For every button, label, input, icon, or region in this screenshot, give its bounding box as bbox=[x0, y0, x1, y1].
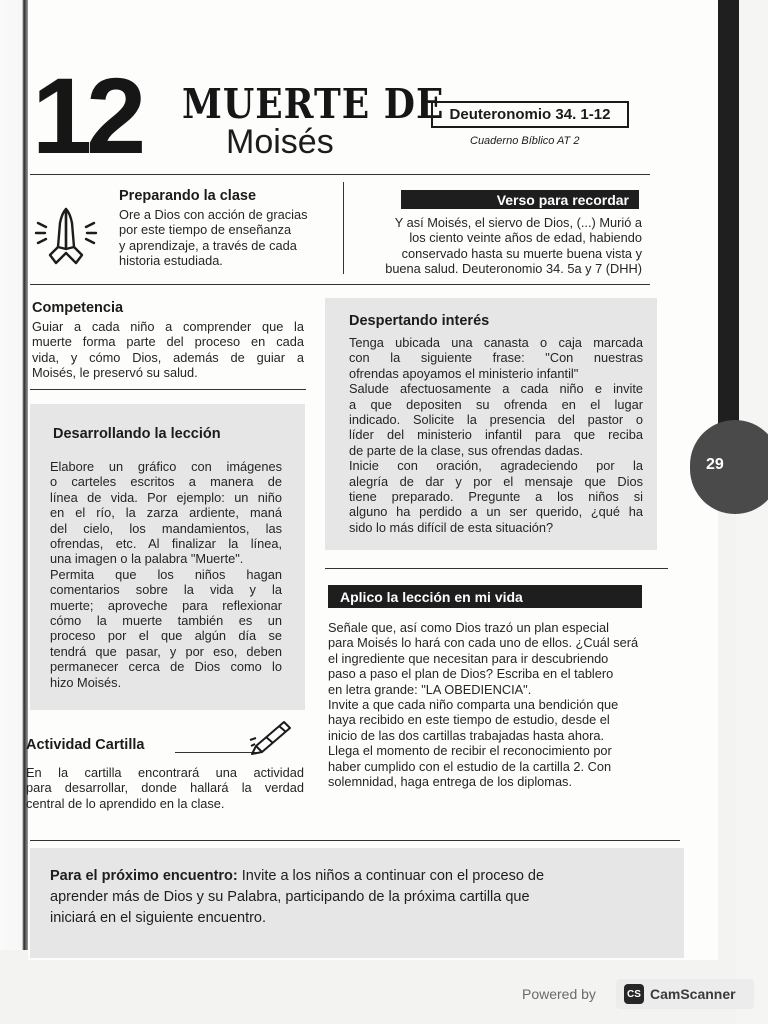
text-line: En la cartilla encontrará una actividad bbox=[26, 765, 304, 780]
desarrollando-heading: Desarrollando la lección bbox=[53, 426, 221, 442]
actividad-underline bbox=[175, 752, 257, 753]
text-line: alguno ha perdido a un ser querido, ¿qué ha bbox=[349, 504, 643, 520]
text-line: Permita que los niños hagan bbox=[50, 566, 282, 582]
aplico-text bbox=[328, 620, 678, 789]
verso-heading: Verso para recordar bbox=[496, 191, 629, 208]
despertando-heading: Despertando interés bbox=[349, 313, 490, 329]
text-line: muerte; aproveche para reflexionar bbox=[50, 597, 282, 613]
proximo-line1: Invite a los niños a continuar con el proceso de bbox=[237, 868, 545, 884]
text-line: cómo la muerte también es un bbox=[50, 613, 282, 629]
text-line: a que depositen su ofrenda en el lugar bbox=[349, 396, 643, 412]
text-line: hizo Moisés. bbox=[50, 674, 122, 690]
desarrollando-text bbox=[50, 459, 282, 690]
aplico-topline bbox=[325, 568, 668, 569]
competencia-heading: Competencia bbox=[32, 300, 124, 316]
text-line: permanecer cerca de Dios como lo bbox=[50, 659, 282, 675]
text-line: líder del ministerio infantil para que reciba bbox=[349, 427, 643, 443]
text-line: ofrendas, etc. Al finalizar la línea, bbox=[50, 536, 282, 552]
text-line: o carteles escritos a manera de bbox=[50, 474, 282, 490]
powered-by-text: Powered by bbox=[522, 986, 596, 1002]
text-line: Señale que, así como Dios trazó un plan especial bbox=[328, 620, 609, 635]
text-line: tiene preparado. Pregunte a los niños si bbox=[349, 489, 643, 505]
text-line: Ore a Dios con acción de gracias bbox=[119, 207, 308, 222]
reference-subtitle: Cuaderno Bíblico AT 2 bbox=[470, 135, 580, 147]
lesson-number: 12 bbox=[32, 55, 141, 176]
text-line: proceso por el que algún día se bbox=[50, 628, 282, 644]
text-line bbox=[50, 866, 670, 887]
text-line: vida, y cómo Dios, además de guiar a bbox=[32, 349, 304, 365]
text-line: sido lo más difícil de esta situación? bbox=[349, 519, 554, 535]
column-divider bbox=[343, 182, 344, 274]
proximo-label: Para el próximo encuentro: bbox=[50, 868, 238, 884]
lesson-title-line2: Moisés bbox=[226, 123, 334, 161]
text-line: haber cumplido con el estudio de la cartilla 2. Con bbox=[328, 758, 612, 774]
text-line: para Moisés lo hará con cada uno de ellos. ¿Cuál será bbox=[328, 635, 639, 651]
pencil-icon bbox=[248, 716, 294, 756]
text-line: alegría de dar y por el mensaje que Dios bbox=[349, 473, 643, 489]
text-line: con la siguiente frase: "Con nuestras bbox=[349, 350, 643, 366]
text-line: de parte de la clase, sus ofrendas dadas. bbox=[349, 442, 584, 458]
camscanner-logo-icon: CS bbox=[624, 984, 644, 1004]
text-line: Invite a que cada niño comparta una bendición que bbox=[328, 697, 619, 713]
bible-reference: Deuteronomio 34. 1-12 bbox=[449, 106, 611, 123]
text-line: solemnidad, haga entrega de los diplomas. bbox=[328, 774, 573, 790]
text-line: haya recibido en este tiempo de estudio, desde el bbox=[328, 712, 610, 728]
text-line: Tenga ubicada una canasta o caja marcada bbox=[349, 335, 643, 350]
competencia-underline bbox=[30, 389, 306, 390]
text-line: Salude afectuosamente a cada niño e invite bbox=[349, 381, 643, 397]
text-line: tendrá que pasar, y por eso, deben bbox=[50, 643, 282, 659]
text-line: en el río, la zarza ardiente, maná bbox=[50, 505, 282, 521]
proximo-text bbox=[50, 866, 670, 929]
header-divider bbox=[30, 174, 650, 175]
text-line: central de lo aprendido en la clase. bbox=[26, 795, 225, 811]
text-line: una imagen o la palabra "Muerte". bbox=[50, 551, 244, 567]
text-line: el ingrediente que necesitan para ir descubriendo bbox=[328, 650, 609, 666]
text-line: aprender más de Dios y su Palabra, participando de la próxima cartilla que bbox=[50, 889, 530, 905]
text-line: para desarrollar, donde hallará la verdad bbox=[26, 780, 304, 796]
text-line: inicio de las dos cartillas trabajadas hasta ahora. bbox=[328, 727, 605, 743]
text-line: en letra grande: "LA OBEDIENCIA". bbox=[328, 681, 532, 697]
text-line: comentarios sobre la vida y la bbox=[50, 582, 282, 598]
actividad-text bbox=[26, 765, 304, 811]
text-line: del cielo, los mandamientos, las bbox=[50, 520, 282, 536]
text-line: muerte forma parte del proceso en cada bbox=[32, 334, 304, 350]
page-number-tab bbox=[690, 420, 768, 514]
text-line: los ciento veinte años de edad, habiendo bbox=[409, 230, 642, 246]
text-line: ofrendas apoyamos el ministerio infantil" bbox=[349, 365, 579, 381]
footer-divider bbox=[30, 840, 680, 841]
text-line: Guiar a cada niño a comprender que la bbox=[32, 319, 304, 334]
section-divider bbox=[30, 284, 650, 285]
despertando-text bbox=[349, 335, 643, 535]
text-line: Llega el momento de recibir el reconocimiento por bbox=[328, 743, 612, 759]
text-line: indicado. Solicite la presencia del pastor o bbox=[349, 412, 643, 428]
page-number: 29 bbox=[706, 456, 724, 473]
text-line: buena salud. Deuteronomio 34. 5a y 7 (DHH) bbox=[385, 261, 642, 277]
camscanner-badge bbox=[616, 979, 754, 1009]
text-line: historia estudiada. bbox=[119, 253, 223, 269]
competencia-text bbox=[32, 319, 304, 381]
bible-reference-box bbox=[431, 101, 629, 128]
scan-right-shadow bbox=[717, 0, 739, 430]
text-line: Moisés, le preservó su salud. bbox=[32, 365, 198, 381]
preparando-text bbox=[119, 207, 334, 269]
text-line: por este tiempo de enseñanza bbox=[119, 222, 292, 238]
actividad-heading: Actividad Cartilla bbox=[26, 737, 145, 753]
praying-hands-icon bbox=[30, 197, 102, 269]
text-line: iniciará en el siguiente encuentro. bbox=[50, 910, 267, 926]
text-line: Y así Moisés, el siervo de Dios, (...) Murió a bbox=[394, 215, 642, 230]
verso-text bbox=[352, 215, 642, 277]
preparando-heading: Preparando la clase bbox=[119, 188, 257, 204]
text-line: conservado hasta su muerte buena vista y bbox=[401, 245, 642, 261]
aplico-heading: Aplico la lección en mi vida bbox=[340, 588, 523, 605]
text-line: línea de vida. Por ejemplo: un niño bbox=[50, 489, 282, 505]
text-line: y aprendizaje, a través de cada bbox=[119, 237, 297, 253]
aplico-heading-bar bbox=[328, 585, 642, 608]
verso-heading-bar bbox=[401, 190, 639, 209]
text-line: paso a paso el plan de Dios? Escriba en el tablero bbox=[328, 666, 614, 682]
text-line: Elabore un gráfico con imágenes bbox=[50, 459, 282, 474]
camscanner-brand: CamScanner bbox=[650, 986, 736, 1002]
text-line: Inicie con oración, agradeciendo por la bbox=[349, 458, 643, 474]
lesson-title-line1: MUERTE DE bbox=[182, 80, 445, 129]
